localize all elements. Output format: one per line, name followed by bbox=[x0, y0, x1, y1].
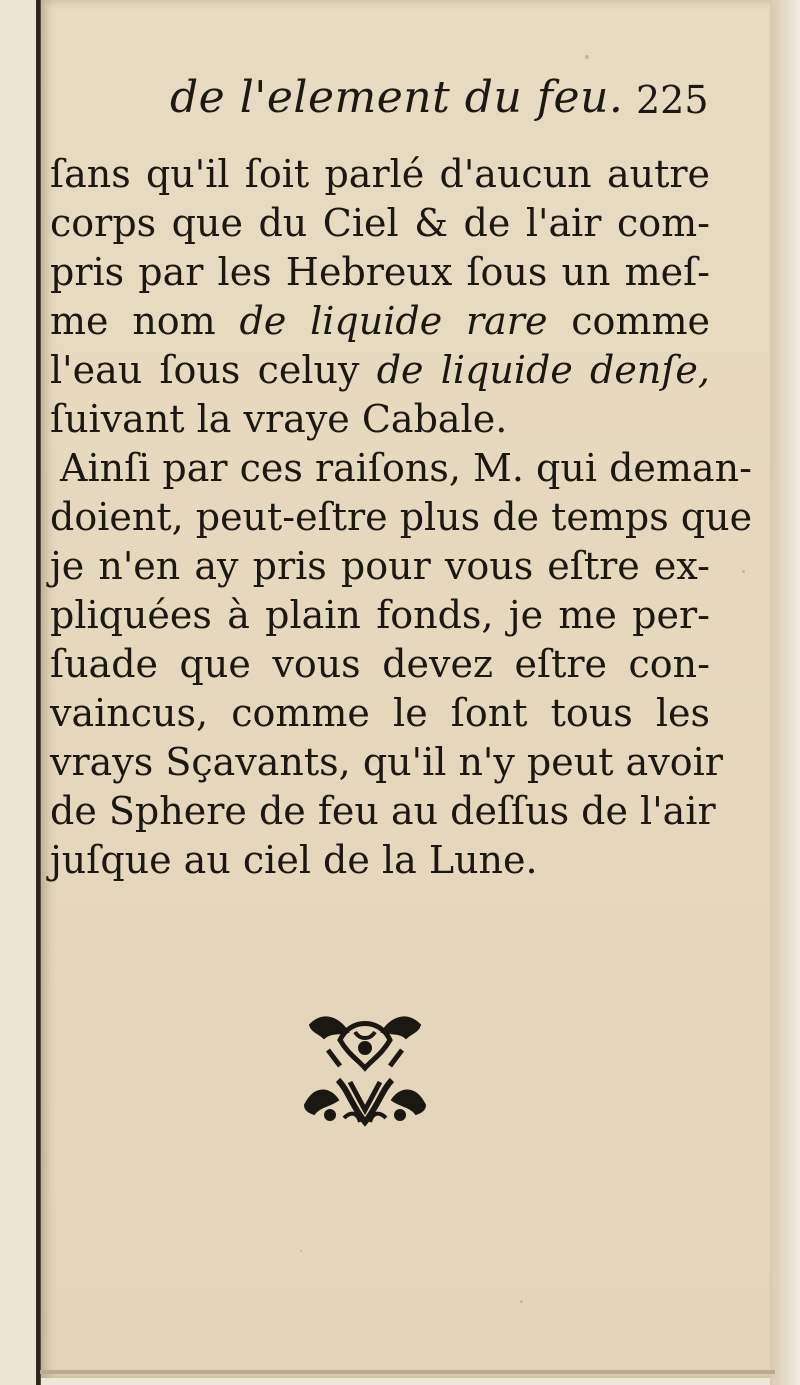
text-line: juſque au ciel de la Lune. bbox=[50, 838, 538, 882]
text-line: corps que du Ciel & de l'air com- bbox=[50, 201, 710, 245]
page-number: 225 bbox=[636, 78, 709, 122]
text-line: de Sphere de feu au deſſus de l'air bbox=[50, 789, 716, 833]
text-line: vrays Sçavants, qu'il n'y peut avoir bbox=[50, 740, 723, 784]
text-line: vaincus, comme le ſont tous les bbox=[50, 691, 710, 735]
text-line: je n'en ay pris pour vous eſtre ex- bbox=[50, 544, 710, 588]
text-line bbox=[50, 297, 710, 346]
paper-fleck bbox=[300, 1250, 302, 1252]
text-line: pliquées à plain fonds, je me per- bbox=[50, 593, 710, 637]
italic-phrase: de liquide rare bbox=[239, 299, 548, 343]
fleuron-ornament-icon bbox=[300, 1010, 430, 1130]
binding-shadow bbox=[36, 0, 41, 1385]
paragraph-first-line: Ainſi par ces raiſons, M. qui deman- bbox=[60, 446, 752, 490]
page-bottom-edge bbox=[40, 1370, 775, 1374]
text-line: ſans qu'il ſoit parlé d'aucun autre bbox=[50, 152, 710, 196]
text-segment: me nom bbox=[50, 299, 216, 343]
right-page-edge bbox=[770, 0, 800, 1385]
paper-fleck bbox=[742, 570, 745, 573]
text-segment: comme bbox=[571, 299, 710, 343]
paper-fleck bbox=[585, 55, 589, 59]
italic-phrase: de liquide denſe, bbox=[376, 348, 710, 392]
paper-fleck bbox=[520, 1300, 523, 1303]
text-line: ſuivant la vraye Cabale. bbox=[50, 397, 508, 441]
text-line bbox=[50, 346, 710, 395]
running-title: de l'element du feu. bbox=[170, 72, 624, 123]
text-line: pris par les Hebreux ſous un meſ- bbox=[50, 250, 710, 294]
text-line: ſuade que vous devez eſtre con- bbox=[50, 642, 710, 686]
body-text bbox=[50, 150, 753, 885]
running-head bbox=[170, 72, 710, 142]
text-line: doient, peut-eſtre plus de temps que bbox=[50, 495, 753, 539]
text-segment: l'eau ſous celuy bbox=[50, 348, 360, 392]
